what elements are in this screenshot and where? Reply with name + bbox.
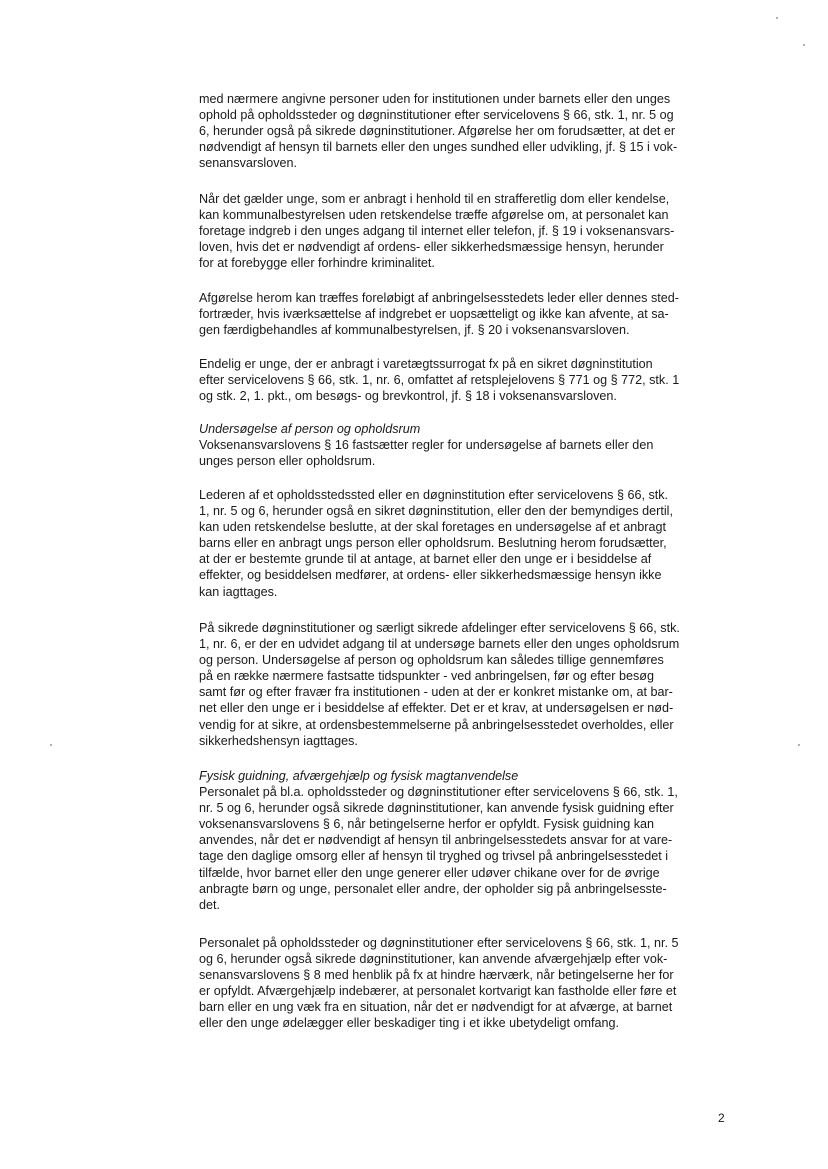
text-line: Afgørelse herom kan træffes foreløbigt af anbringelsesstedets leder eller dennes sted- <box>199 291 679 305</box>
text-line: nødvendigt af hensyn til barnets eller den unges sundhed eller udvikling, jf. § 15 i vok- <box>199 140 678 155</box>
text-line: Personalet på opholdssteder og døgninstitutioner efter servicelovens § 66, stk. 1, nr. 5 <box>199 936 679 950</box>
paragraph <box>199 487 731 600</box>
text-line: nr. 5 og 6, herunder også sikrede døgninstitutioner, kan anvende fysisk guidning efter <box>199 801 674 816</box>
scan-speck <box>798 744 800 746</box>
page-number: 2 <box>718 1111 725 1125</box>
scan-speck <box>50 744 52 746</box>
text-line: med nærmere angivne personer uden for institutionen under barnets eller den unges <box>199 92 671 106</box>
text-line: er opfyldt. Afværgehjælp indebærer, at personalet kortvarigt kan fastholde eller føre et <box>199 984 677 999</box>
text-line: Endelig er unge, der er anbragt i varetægtssurrogat fx på en sikret døgninstitution <box>199 357 653 371</box>
text-line: kan uden retskendelse beslutte, at der skal foretages en undersøgelse af et anbragt <box>199 520 666 535</box>
text-line: kan iagttages. <box>199 584 278 599</box>
text-line: på en række nærmere fastsatte tidspunkter - ved anbringelsen, før og efter besøg <box>199 669 654 684</box>
section-heading: Undersøgelse af person og opholdsrum <box>199 422 421 436</box>
text-line: det. <box>199 897 221 912</box>
text-line: senansvarsloven. <box>199 156 298 171</box>
scan-speck <box>803 44 805 46</box>
text-line: samt før og efter fravær fra institutionen - uden at der er konkret mistanke om, at bar- <box>199 685 673 700</box>
paragraph <box>199 290 731 338</box>
text-line: Når det gælder unge, som er anbragt i henhold til en strafferetlig dom eller kendelse, <box>199 192 670 206</box>
text-line: tilfælde, hvor barnet eller den unge generer eller udøver chikane over for de øvrige <box>199 865 660 880</box>
text-line: og person. Undersøgelse af person og opholdsrum kan således tillige gennemføres <box>199 653 664 668</box>
text-line: net eller den unge er i besiddelse af effekter. Det er et krav, at undersøgelsen er nød- <box>199 701 674 716</box>
text-line: kan kommunalbestyrelsen uden retskendelse træffe afgørelse om, at personalet kan <box>199 208 669 223</box>
text-line: foretage indgreb i den unges adgang til internet eller telefon, jf. § 19 i voksenansvars- <box>199 224 675 239</box>
text-line: ophold på opholdssteder og døgninstitutioner efter servicelovens § 66, stk. 1, nr. 5 og <box>199 108 674 123</box>
text-line: 1, nr. 6, er der en udvidet adgang til at undersøge barnets eller den unges opholdsrum <box>199 637 680 652</box>
text-line: anbragte børn og unge, personalet eller andre, der opholder sig på anbringelsesste- <box>199 881 667 896</box>
paragraph <box>199 91 731 171</box>
paragraph <box>199 935 731 1032</box>
text-line: og 6, herunder også sikrede døgninstitutioner, kan anvende afværgehjælp efter vok- <box>199 952 668 967</box>
text-line: eller den unge ødelægger eller beskadiger ting i et ikke ubetydeligt omfang. <box>199 1016 620 1031</box>
text-line: for at forebygge eller forhindre kriminalitet. <box>199 256 435 271</box>
text-line: sikkerhedshensyn iagttages. <box>199 733 358 748</box>
text-line: senansvarslovens § 8 med henblik på fx at hindre hærværk, når betingelserne her for <box>199 968 674 983</box>
text-line: unges person eller opholdsrum. <box>199 454 376 469</box>
text-line: tage den daglige omsorg eller af hensyn til tryghed og trivsel på anbringelsesstedet i <box>199 849 669 864</box>
text-line: fortræder, hvis iværksættelse af indgrebet er uopsætteligt og ikke kan afvente, at sa- <box>199 307 669 322</box>
text-line: 6, herunder også på sikrede døgninstitutioner. Afgørelse her om forudsætter, at det er <box>199 124 676 139</box>
text-line: anvendes, når det er nødvendigt af hensyn til anbringelsesstedets ansvar for at vare- <box>199 833 673 848</box>
text-line: På sikrede døgninstitutioner og særligt sikrede afdelinger efter servicelovens § 66, stk. <box>199 621 680 635</box>
text-line: at der er bestemte grunde til at antage, at barnet eller den unge er i besiddelse af <box>199 552 652 567</box>
scan-speck <box>776 17 778 19</box>
paragraph <box>199 191 731 271</box>
text-line: vendig for at sikre, at ordensbestemmelserne på anbringelsesstedet overholdes, eller <box>199 717 674 732</box>
text-line: Voksenansvarslovens § 16 fastsætter regler for undersøgelse af barnets eller den <box>199 438 654 453</box>
text-line: efter servicelovens § 66, stk. 1, nr. 6, omfattet af retsplejelovens § 771 og § 772, stk. 1 <box>199 373 680 388</box>
text-line: gen færdigbehandles af kommunalbestyrelsen, jf. § 20 i voksenansvarsloven. <box>199 323 630 338</box>
text-line: 1, nr. 5 og 6, herunder også en sikret døgninstitution, eller den der bemyndiges dertil, <box>199 504 673 519</box>
text-line: Lederen af et opholdsstedssted eller en døgninstitution efter servicelovens § 66, stk. <box>199 488 669 502</box>
section-heading: Fysisk guidning, afværgehjælp og fysisk magtanvendelse <box>199 769 519 783</box>
paragraph <box>199 356 731 404</box>
text-line: voksenansvarslovens § 6, når betingelserne herfor er opfyldt. Fysisk guidning kan <box>199 817 655 832</box>
text-line: og stk. 2, 1. pkt., om besøgs- og brevkontrol, jf. § 18 i voksenansvarsloven. <box>199 389 617 404</box>
paragraph <box>199 620 731 749</box>
text-line: barns eller en anbragt ungs person eller opholdsrum. Beslutning herom forudsætter, <box>199 536 667 551</box>
text-line: effekter, og besiddelsen medfører, at ordens- eller sikkerhedsmæssige hensyn ikke <box>199 568 662 583</box>
text-line: loven, hvis det er nødvendigt af ordens- eller sikkerhedsmæssige hensyn, herunder <box>199 240 664 255</box>
paragraph <box>199 421 731 469</box>
paragraph <box>199 768 731 913</box>
text-line: barn eller en ung væk fra en situation, når det er nødvendigt for at afværge, at barnet <box>199 1000 673 1015</box>
text-line: Personalet på bl.a. opholdssteder og døgninstitutioner efter servicelovens § 66, stk. 1, <box>199 785 678 800</box>
